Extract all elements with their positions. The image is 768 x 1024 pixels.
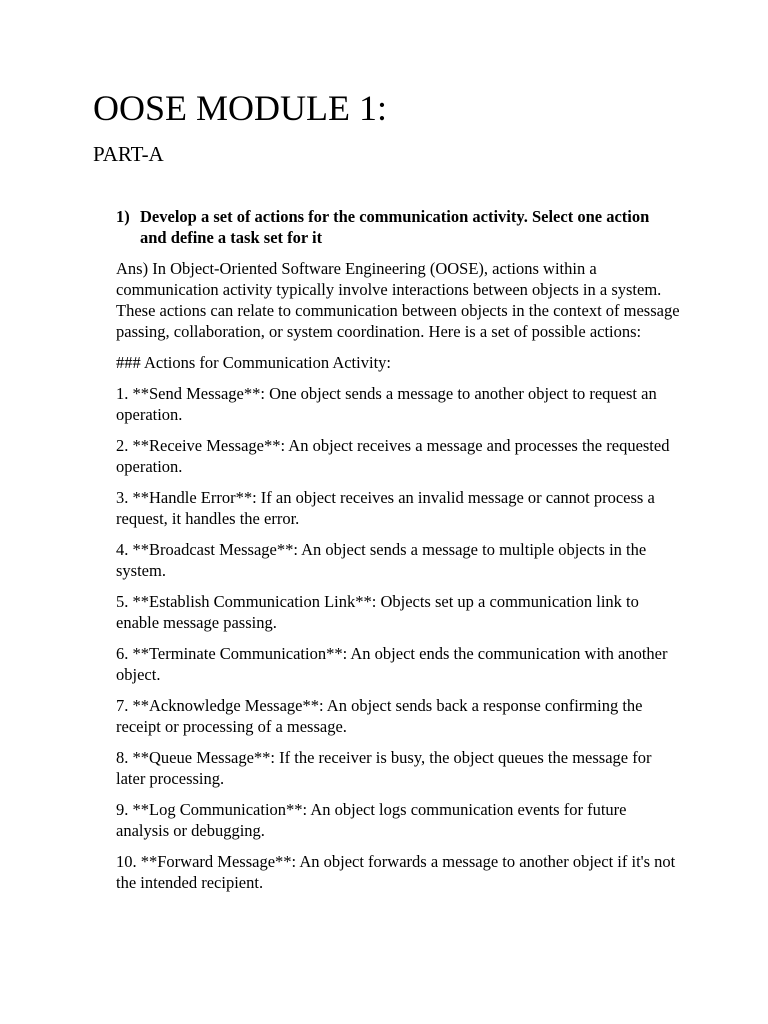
part-heading: PART-A <box>93 142 164 166</box>
action-item: 8. **Queue Message**: If the receiver is busy, the object queues the message for later processing. <box>116 748 652 788</box>
action-item: 3. **Handle Error**: If an object receives an invalid message or cannot process a request, it handles the error. <box>116 488 655 528</box>
question-text: Develop a set of actions for the communication activity. Select one action and define a task set for it <box>140 207 650 247</box>
question-number: 1) <box>116 207 130 226</box>
action-item: 6. **Terminate Communication**: An object ends the communication with another object. <box>116 644 668 684</box>
action-item: 5. **Establish Communication Link**: Objects set up a communication link to enable message passing. <box>116 592 639 632</box>
document-title: OOSE MODULE 1: <box>93 88 387 128</box>
action-item: 4. **Broadcast Message**: An object sends a message to multiple objects in the system. <box>116 540 647 580</box>
action-item: 10. **Forward Message**: An object forwards a message to another object if it's not the intended recipient. <box>116 852 676 892</box>
action-item: 7. **Acknowledge Message**: An object sends back a response confirming the receipt or processing of a message. <box>116 696 643 736</box>
answer-body <box>116 258 682 903</box>
action-item: 1. **Send Message**: One object sends a message to another object to request an operation. <box>116 384 657 424</box>
question-item <box>116 206 676 248</box>
section-heading: ### Actions for Communication Activity: <box>116 353 391 372</box>
answer-intro: Ans) In Object-Oriented Software Engineering (OOSE), actions within a communication activity typically involve interactions between objects in a system. These actions can relate to communication between objects in the context of message passing, collaboration, or system coordination. Here is a set of possible actions: <box>116 259 680 341</box>
action-item: 9. **Log Communication**: An object logs communication events for future analysis or debugging. <box>116 800 627 840</box>
action-item: 2. **Receive Message**: An object receives a message and processes the requested operation. <box>116 436 670 476</box>
